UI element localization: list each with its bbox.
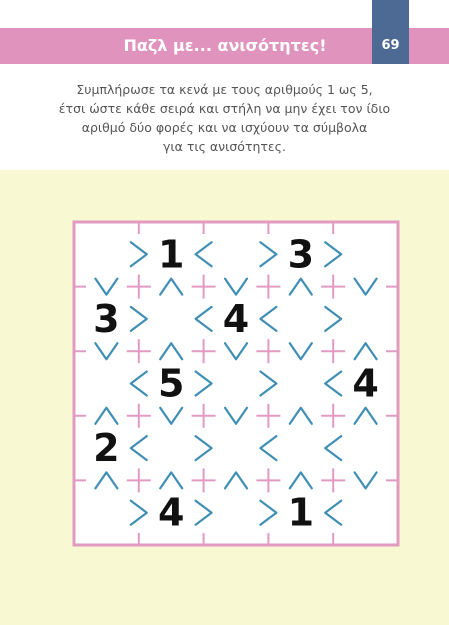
given-number: 1 <box>157 232 185 277</box>
given-number: 3 <box>287 232 315 277</box>
grid-gap <box>330 492 336 533</box>
grid-gap <box>265 234 271 275</box>
grid-gap <box>151 413 192 419</box>
grid-gap <box>136 299 142 340</box>
grid-gap <box>151 348 192 354</box>
grid-gap <box>136 234 142 275</box>
grid-gap <box>86 413 127 419</box>
page-title: Παζλ με... ανισότητες! <box>123 36 327 55</box>
grid-gap <box>216 348 257 354</box>
instruction-line: για τις ανισότητες. <box>163 139 286 154</box>
given-number: 4 <box>222 296 250 341</box>
given-number: 4 <box>352 361 379 406</box>
given-number: 4 <box>157 490 185 535</box>
page-number: 69 <box>381 38 400 53</box>
instruction-line: έτσι ώστε κάθε σειρά και στήλη να μην έχει τον ίδιο <box>58 101 391 116</box>
grid-gap <box>265 363 271 404</box>
grid-gap <box>265 299 271 340</box>
grid-gap <box>280 477 321 483</box>
grid-gap <box>345 284 386 290</box>
grid-gap <box>201 299 207 340</box>
grid-gap <box>345 413 386 419</box>
grid-gap <box>280 413 321 419</box>
grid-gap <box>330 234 336 275</box>
grid-gap <box>86 284 127 290</box>
grid-gap <box>151 284 192 290</box>
given-number: 1 <box>287 490 315 535</box>
grid-gap <box>201 428 207 469</box>
grid-gap <box>151 477 192 483</box>
grid-gap <box>201 363 207 404</box>
grid-gap <box>330 299 336 340</box>
grid-gap <box>216 284 257 290</box>
grid-gap <box>265 492 271 533</box>
grid-gap <box>86 477 127 483</box>
grid-gap <box>201 234 207 275</box>
grid-gap <box>265 428 271 469</box>
grid-gap <box>216 413 257 419</box>
grid-gap <box>280 284 321 290</box>
grid-gap <box>136 492 142 533</box>
instruction-line: Συμπλήρωσε τα κενά με τους αριθμούς 1 ως 5, <box>76 82 373 97</box>
grid-gap <box>280 348 321 354</box>
grid-gap <box>330 363 336 404</box>
grid-gap <box>86 348 127 354</box>
given-number: 3 <box>93 296 120 341</box>
puzzle-board <box>74 222 398 545</box>
grid-gap <box>345 477 386 483</box>
grid-gap <box>345 348 386 354</box>
grid-gap <box>201 492 207 533</box>
given-number: 2 <box>93 426 120 471</box>
grid-gap <box>216 477 257 483</box>
grid-gap <box>136 363 142 404</box>
grid-gap <box>136 428 142 469</box>
instruction-line: αριθμό δύο φορές και να ισχύουν τα σύμβολα <box>81 120 368 135</box>
given-number: 5 <box>157 361 185 406</box>
grid-gap <box>330 428 336 469</box>
